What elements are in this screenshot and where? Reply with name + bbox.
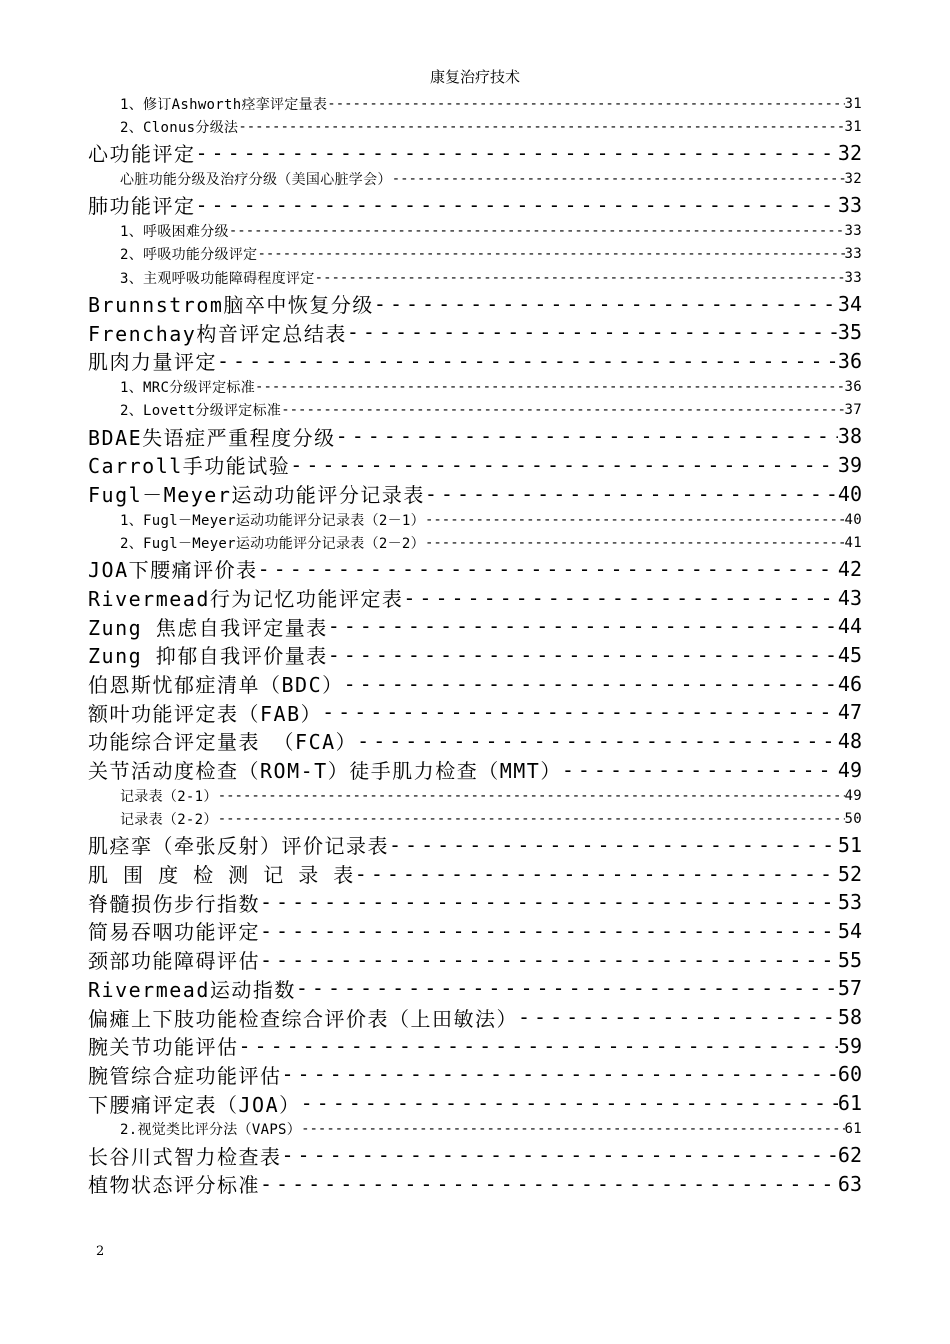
dot-leader — [562, 758, 838, 782]
toc-entry[interactable] — [88, 139, 862, 168]
toc-entry-title: Fugl－Meyer运动功能评分记录表 — [88, 483, 425, 508]
toc-entry-title: 下腰痛评定表（JOA） — [88, 1092, 301, 1117]
toc-entry[interactable] — [88, 1089, 862, 1118]
toc-subentry[interactable] — [88, 784, 862, 807]
dot-leader — [296, 976, 838, 1000]
toc-entry-page: 49 — [837, 757, 862, 782]
toc-entry-page: 62 — [837, 1143, 862, 1168]
toc-subentry[interactable] — [88, 531, 862, 554]
dot-leader — [328, 643, 838, 667]
toc-entry[interactable] — [88, 641, 862, 670]
toc-entry-title: 腕关节功能评估 — [88, 1035, 239, 1060]
toc-entry-title: 2、Fugl－Meyer运动功能评分记录表（2－2） — [120, 535, 425, 552]
toc-entry-title: 2.视觉类比评分法（VAPS） — [120, 1122, 302, 1139]
toc-subentry[interactable] — [88, 167, 862, 190]
toc-entry-page: 46 — [837, 671, 862, 696]
toc-entry[interactable] — [88, 612, 862, 641]
toc-entry[interactable] — [88, 859, 862, 888]
dot-leader — [425, 482, 838, 506]
dot-leader — [255, 379, 845, 395]
toc-entry-page: 63 — [837, 1171, 862, 1196]
toc-entry-title: 关节活动度检查（ROM-T）徒手肌力检查（MMT） — [88, 759, 562, 784]
toc-entry[interactable] — [88, 1141, 862, 1170]
toc-entry[interactable] — [88, 583, 862, 612]
toc-entry-title: 1、修订Ashworth痉挛评定量表 — [120, 96, 328, 113]
toc-entry-page: 32 — [837, 140, 862, 165]
toc-entry-title: 功能综合评定量表 （FCA） — [88, 730, 358, 755]
toc-entry-page: 33 — [844, 246, 862, 263]
dot-leader — [260, 890, 838, 914]
toc-entry-title: 肌肉力量评定 — [88, 350, 217, 375]
toc-entry-page: 42 — [837, 556, 862, 581]
dot-leader — [260, 948, 838, 972]
toc-entry-title: 脊髓损伤步行指数 — [88, 891, 260, 916]
toc-entry[interactable] — [88, 1031, 862, 1060]
toc-entry[interactable] — [88, 888, 862, 917]
toc-subentry[interactable] — [88, 807, 862, 830]
toc-entry-page: 49 — [844, 787, 862, 804]
toc-entry-page: 34 — [837, 291, 862, 316]
toc-entry-page: 54 — [837, 918, 862, 943]
toc-entry-page: 60 — [837, 1062, 862, 1087]
dot-leader — [344, 672, 838, 696]
dot-leader — [301, 1091, 838, 1115]
toc-entry[interactable] — [88, 318, 862, 347]
dot-leader — [260, 1172, 838, 1196]
toc-entry-title: Rivermead行为记忆功能评定表 — [88, 587, 404, 611]
toc-entry-title: 1、MRC分级评定标准 — [120, 379, 256, 396]
dot-leader — [239, 1034, 838, 1058]
dot-leader — [218, 788, 845, 804]
toc-entry-title: 长谷川式智力检查表 — [88, 1144, 282, 1169]
toc-entry-page: 37 — [844, 402, 862, 419]
toc-entry[interactable] — [88, 727, 862, 756]
toc-entry-title: 植物状态评分标准 — [88, 1173, 260, 1198]
toc-entry-title: Frenchay构音评定总结表 — [88, 321, 347, 346]
toc-entry[interactable] — [88, 479, 862, 508]
toc-entry[interactable] — [88, 451, 862, 480]
toc-entry-title: 伯恩斯忧郁症清单（BDC） — [88, 673, 344, 698]
dot-leader — [374, 292, 838, 316]
toc-entry-page: 61 — [844, 1121, 862, 1138]
toc-entry[interactable] — [88, 347, 862, 376]
toc-entry-page: 58 — [837, 1005, 862, 1030]
toc-entry-page: 36 — [837, 348, 862, 373]
toc-entry[interactable] — [88, 974, 862, 1003]
dot-leader — [403, 586, 838, 610]
toc-entry-title: Carroll手功能试验 — [88, 454, 291, 479]
toc-entry-page: 33 — [844, 269, 862, 286]
toc-entry-title: 1、Fugl－Meyer运动功能评分记录表（2－1） — [120, 512, 425, 529]
toc-entry-title: 记录表（2-1） — [120, 788, 218, 805]
toc-entry[interactable] — [88, 554, 862, 583]
toc-entry[interactable] — [88, 191, 862, 220]
toc-entry-page: 36 — [844, 378, 862, 395]
dot-leader — [389, 833, 838, 857]
toc-entry-title: 额叶功能评定表（FAB） — [88, 701, 323, 726]
toc-entry-page: 44 — [837, 614, 862, 639]
toc-entry[interactable] — [88, 422, 862, 451]
dot-leader — [217, 349, 838, 373]
dot-leader — [196, 141, 838, 165]
toc-entry-title: Rivermead运动指数 — [88, 977, 296, 1002]
toc-entry-page: 31 — [844, 118, 862, 135]
dot-leader — [238, 119, 844, 135]
page-header: 康复治疗技术 — [429, 68, 520, 86]
toc-entry[interactable] — [88, 1169, 862, 1198]
dot-leader — [327, 96, 844, 112]
toc-entry-page: 38 — [837, 424, 862, 449]
toc-entry-page: 53 — [837, 890, 862, 915]
dot-leader — [282, 1143, 838, 1167]
dot-leader — [355, 862, 838, 886]
dot-leader — [258, 557, 838, 581]
toc-entry-page: 47 — [837, 700, 862, 725]
toc-entry-title: 腕管综合症功能评估 — [88, 1063, 282, 1088]
toc-entry-title: Zung 抑郁自我评价量表 — [88, 644, 328, 669]
toc-subentry[interactable] — [88, 243, 862, 266]
toc-entry-page: 43 — [837, 585, 862, 610]
page-number: 2 — [96, 1244, 105, 1259]
toc-entry[interactable] — [88, 917, 862, 946]
toc-subentry[interactable] — [88, 375, 862, 398]
toc-entry-title: 2、Clonus分级法 — [120, 119, 239, 136]
toc-entry-title: Zung 焦虑自我评定量表 — [88, 615, 328, 640]
toc-entry[interactable] — [88, 289, 862, 318]
toc-entry-page: 55 — [837, 947, 862, 972]
dot-leader — [218, 811, 845, 827]
dot-leader — [196, 193, 838, 217]
toc-entry-page: 45 — [837, 642, 862, 667]
toc-entry-title: 2、Lovett分级评定标准 — [120, 403, 282, 420]
toc-entry[interactable] — [88, 698, 862, 727]
toc-entry[interactable] — [88, 755, 862, 784]
toc-entry-title: 偏瘫上下肢功能检查综合评价表（上田敏法） — [88, 1006, 518, 1031]
toc-entry-page: 48 — [837, 728, 862, 753]
dot-leader — [425, 535, 845, 551]
dot-leader — [322, 700, 838, 724]
toc-entry[interactable] — [88, 1003, 862, 1032]
toc-entry-page: 40 — [844, 511, 862, 528]
dot-leader — [347, 320, 838, 344]
dot-leader — [257, 246, 844, 262]
toc-entry-page: 40 — [837, 481, 862, 506]
toc-entry-page: 31 — [844, 95, 862, 112]
toc-entry-title: 肌 围 度 检 测 记 录 表 — [88, 863, 355, 888]
dot-leader — [229, 223, 845, 239]
toc-entry-title: 2、呼吸功能分级评定 — [120, 247, 258, 264]
toc-entry-page: 51 — [837, 832, 862, 857]
toc-entry-title: JOA下腰痛评价表 — [88, 558, 258, 583]
toc-entry-title: 肌痉挛（牵张反射）评价记录表 — [88, 834, 389, 859]
dot-leader — [328, 614, 838, 638]
toc-entry-title: 肺功能评定 — [88, 194, 196, 219]
toc-subentry[interactable] — [88, 115, 862, 138]
toc-entry-page: 33 — [837, 192, 862, 217]
toc-entry-title: 简易吞咽功能评定 — [88, 920, 260, 945]
dot-leader — [392, 171, 845, 187]
toc-entry-title: 颈部功能障碍评估 — [88, 949, 260, 974]
dot-leader — [290, 453, 838, 477]
toc-entry[interactable] — [88, 831, 862, 860]
toc-entry-title: 1、呼吸困难分级 — [120, 223, 229, 240]
toc-entry-page: 41 — [844, 534, 862, 551]
dot-leader — [357, 729, 838, 753]
toc-subentry[interactable] — [88, 1117, 862, 1140]
dot-leader — [315, 270, 845, 286]
toc-entry-page: 52 — [837, 861, 862, 886]
dot-leader — [260, 919, 838, 943]
toc-entry-title: Brunnstrom脑卒中恢复分级 — [88, 293, 374, 317]
toc-entry-title: BDAE失语症严重程度分级 — [88, 425, 336, 450]
toc-subentry[interactable] — [88, 508, 862, 531]
toc-subentry[interactable] — [88, 92, 862, 115]
toc-subentry[interactable] — [88, 219, 862, 242]
toc-entry-title: 心功能评定 — [88, 142, 196, 167]
toc-entry[interactable] — [88, 669, 862, 698]
toc-entry-title: 3、主观呼吸功能障碍程度评定 — [120, 270, 315, 287]
toc-entry-page: 32 — [844, 170, 862, 187]
toc-entry-page: 59 — [837, 1033, 862, 1058]
toc-entry-page: 39 — [837, 452, 862, 477]
toc-subentry[interactable] — [88, 399, 862, 422]
toc-entry-page: 57 — [837, 976, 862, 1001]
toc-entry-page: 33 — [844, 222, 862, 239]
toc-entry-title: 记录表（2-2） — [120, 811, 218, 828]
dot-leader — [282, 1062, 838, 1086]
toc-entry[interactable] — [88, 1060, 862, 1089]
dot-leader — [301, 1121, 844, 1137]
dot-leader — [425, 512, 845, 528]
toc-entry-page: 50 — [844, 810, 862, 827]
toc-entry[interactable] — [88, 945, 862, 974]
dot-leader — [518, 1005, 838, 1029]
toc-subentry[interactable] — [88, 266, 862, 289]
dot-leader — [281, 402, 844, 418]
table-of-contents — [88, 92, 862, 1198]
toc-entry-page: 61 — [837, 1091, 862, 1116]
dot-leader — [336, 424, 838, 448]
toc-entry-title: 心脏功能分级及治疗分级（美国心脏学会） — [120, 171, 392, 188]
toc-entry-page: 35 — [837, 320, 862, 345]
